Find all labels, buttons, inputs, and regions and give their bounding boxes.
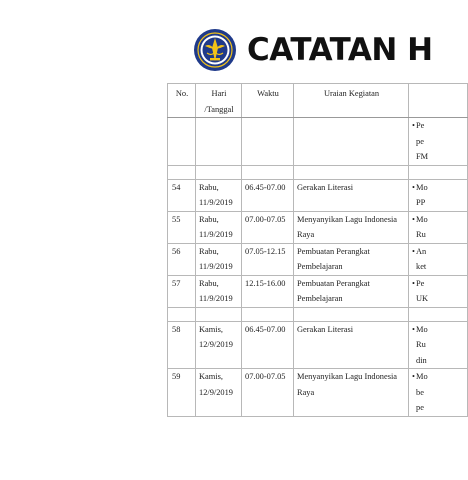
cell-time: 07.00-07.05 [242,211,294,243]
table-row [168,243,468,275]
cell-notes: •Pe pe FM [409,118,468,166]
university-seal-logo-icon [193,28,237,72]
cell-activity [294,118,409,166]
cell-time [242,118,294,166]
column-header-no: No. [168,84,196,118]
cell-time: 07.00-07.05 [242,369,294,417]
cell-no: 56 [168,243,196,275]
activity-log-table-container [167,83,429,413]
cell-no: 57 [168,275,196,307]
page-title: CATATAN H [247,32,433,68]
table-row [168,369,468,417]
activity-log-table [167,83,468,417]
cell-activity: Pembuatan Perangkat Pembelajaran [294,243,409,275]
cell-activity: Pembuatan Perangkat Pembelajaran [294,275,409,307]
cell-day-date: Rabu, 11/9/2019 [196,275,242,307]
cell-day-date: Kamis, 12/9/2019 [196,321,242,369]
table-row [168,179,468,211]
table-row [168,321,468,369]
table-header-row [168,84,468,118]
table-spacer-row [168,307,468,321]
cell-day-date: Kamis, 12/9/2019 [196,369,242,417]
cell-day-date [196,118,242,166]
cell-activity: Menyanyikan Lagu Indonesia Raya [294,211,409,243]
cell-no: 54 [168,179,196,211]
cell-notes: •Mo PP [409,179,468,211]
cell-no: 59 [168,369,196,417]
cell-activity: Gerakan Literasi [294,321,409,369]
column-header-time: Waktu [242,84,294,118]
cell-activity: Menyanyikan Lagu Indonesia Raya [294,369,409,417]
cell-day-date: Rabu, 11/9/2019 [196,179,242,211]
table-row [168,211,468,243]
cell-no [168,118,196,166]
cell-time: 06.45-07.00 [242,321,294,369]
table-row [168,275,468,307]
cell-day-date: Rabu, 11/9/2019 [196,243,242,275]
document-header [193,26,433,76]
table-spacer-row [168,165,468,179]
cell-activity: Gerakan Literasi [294,179,409,211]
table-row [168,118,468,166]
cell-notes: •Pe UK [409,275,468,307]
cell-day-date: Rabu, 11/9/2019 [196,211,242,243]
column-header-activity: Uraian Kegiatan [294,84,409,118]
cell-notes: •An ket [409,243,468,275]
cell-notes: •Mo be pe [409,369,468,417]
cell-time: 07.05-12.15 [242,243,294,275]
cell-time: 12.15-16.00 [242,275,294,307]
cell-notes: •Mo Ru [409,211,468,243]
cell-no: 58 [168,321,196,369]
column-header-notes [409,84,468,118]
cell-notes: •Mo Ru din [409,321,468,369]
cell-no: 55 [168,211,196,243]
cell-time: 06.45-07.00 [242,179,294,211]
column-header-day-date: Hari /Tanggal [196,84,242,118]
